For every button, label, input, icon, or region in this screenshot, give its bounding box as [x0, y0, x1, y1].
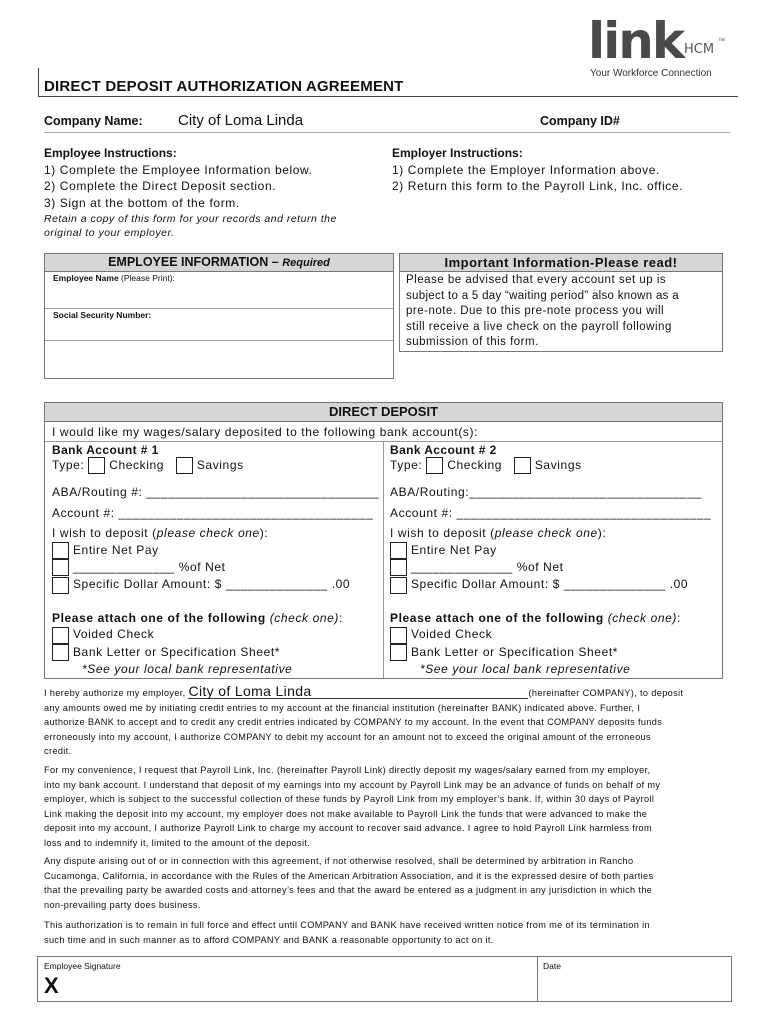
important-line: submission of this form. — [406, 336, 539, 348]
auth-line: into my bank account. I understand that deposit of my earnings into my account by Payroll Link may be an advance of funds on behalf of my — [44, 779, 661, 790]
checking-checkbox[interactable] — [426, 457, 443, 474]
voided-check-label: Voided Check — [72, 627, 155, 642]
auth-line: authorize BANK to accept and to credit any credit entries indicated by COMPANY to my account. In the event that COMPANY deposits funds — [44, 717, 663, 727]
voided-check-checkbox[interactable] — [52, 627, 69, 644]
employee-instructions-heading: Employee Instructions: — [44, 146, 177, 160]
net-pay-checkbox[interactable] — [52, 542, 69, 559]
employee-name-hint: (Please Print): — [121, 273, 175, 283]
bank-account-title: Bank Account # 2 — [390, 443, 497, 457]
logo-hcm: HCM — [684, 42, 715, 57]
checking-checkbox[interactable] — [88, 457, 105, 474]
bank-letter-label: Bank Letter or Specification Sheet* — [72, 644, 281, 659]
net-pay-label: Entire Net Pay — [410, 542, 497, 557]
direct-deposit-header: DIRECT DEPOSIT — [44, 402, 723, 422]
percent-checkbox[interactable] — [390, 559, 407, 576]
employer-instructions-heading: Employer Instructions: — [392, 146, 523, 160]
account-type-row — [52, 457, 382, 474]
date-label: Date — [543, 961, 561, 971]
date-field[interactable] — [543, 973, 723, 999]
employer-instructions — [392, 145, 742, 195]
page-title: DIRECT DEPOSIT AUTHORIZATION AGREEMENT — [44, 78, 404, 95]
dollar-option[interactable] — [52, 576, 382, 593]
bank-account-1 — [52, 443, 382, 677]
ssn-label: Social Security Number: — [53, 310, 152, 320]
title-rule-vertical — [38, 68, 39, 96]
bank-letter-label: Bank Letter or Specification Sheet* — [410, 644, 619, 659]
logo-tm: ™ — [718, 38, 725, 45]
dollar-label: Specific Dollar Amount: $ ______________ .00 — [410, 577, 689, 592]
checking-label: Checking — [109, 458, 165, 472]
signature-x: X — [44, 973, 59, 998]
percent-label: ______________ %of Net — [410, 560, 564, 575]
title-rule — [38, 96, 738, 97]
deposit-choice-label — [390, 525, 720, 542]
net-pay-option[interactable] — [390, 542, 720, 559]
dollar-option[interactable] — [390, 576, 720, 593]
deposit-hint: please check one — [156, 526, 260, 541]
attach-label — [52, 610, 382, 627]
important-info-header: Important Information-Please read! — [399, 253, 723, 272]
logo-tagline: Your Workforce Connection — [590, 68, 712, 79]
deposit-hint: please check one — [494, 526, 598, 541]
employee-step: 2) Complete the Direct Deposit section. — [44, 179, 277, 193]
company-logo — [588, 14, 758, 84]
type-label: Type: — [52, 458, 85, 472]
attach-label-text: Please attach one of the following — [52, 610, 266, 625]
auth-line: Link making the deposit into my account, my employer does not make available to Payroll Link the funds that were advanced to make the — [44, 808, 648, 819]
dollar-checkbox[interactable] — [390, 577, 407, 594]
auth-line: This authorization is to remain in full force and effect until COMPANY and BANK have received written notice from me of its termination in — [44, 920, 650, 930]
attach-end: : — [339, 610, 343, 625]
attach-hint: (check one) — [607, 610, 677, 625]
important-line: still receive a live check on the payroll following — [406, 320, 672, 333]
savings-checkbox[interactable] — [176, 457, 193, 474]
type-label: Type: — [390, 458, 423, 472]
employee-name-label-text: Employee Name — [53, 273, 119, 283]
company-name-value[interactable]: City of Loma Linda — [178, 112, 304, 129]
voided-check-option[interactable] — [390, 626, 720, 643]
see-bank-note: *See your local bank representative — [420, 661, 631, 676]
dollar-label: Specific Dollar Amount: $ ______________ .00 — [72, 577, 351, 592]
employee-step: 3) Sign at the bottom of the form. — [44, 195, 240, 210]
employee-instructions — [44, 145, 384, 240]
employer-name-value: City of Loma Linda — [188, 683, 312, 699]
deposit-label-text: I wish to deposit ( — [52, 526, 157, 541]
auth-line: Any dispute arising out of or in connection with this agreement, if not otherwise resolved, shall be determined by arbitration in Rancho — [44, 856, 634, 866]
voided-check-checkbox[interactable] — [390, 627, 407, 644]
account-type-row — [390, 457, 720, 474]
auth-line: Cucamonga, California, in accordance with the Rules of the American Arbitration Association, and it is the expressed desire of both parties — [44, 870, 654, 881]
employee-info-box — [44, 253, 394, 379]
employer-name-field[interactable] — [188, 684, 528, 699]
auth-line: that the prevailing party be awarded costs and attorney’s fees and that the award be entered as a judgment in any jurisdiction in which the — [44, 885, 653, 895]
account-number-field[interactable]: Account #: ___________________________________ — [390, 505, 712, 520]
auth-line: loss and to indemnify it, limited to the amount of the deposit. — [44, 837, 311, 848]
voided-check-label: Voided Check — [410, 627, 493, 642]
employer-step: 2) Return this form to the Payroll Link, Inc. office. — [392, 179, 684, 193]
voided-check-option[interactable] — [52, 626, 382, 643]
auth-line: deposit into my account, I authorize Payroll Link to charge my account to recover said advance. I agree to hold Payroll Link harmless from — [44, 823, 652, 833]
authorization-paragraph-2 — [44, 763, 734, 850]
arbitration-paragraph — [44, 854, 734, 912]
attach-hint: (check one) — [269, 610, 339, 625]
savings-checkbox[interactable] — [514, 457, 531, 474]
deposit-label-text: I wish to deposit ( — [390, 526, 495, 541]
bank-letter-checkbox[interactable] — [52, 644, 69, 661]
bank-account-2 — [390, 443, 720, 677]
deposit-label-end: ): — [259, 526, 269, 541]
dollar-checkbox[interactable] — [52, 577, 69, 594]
percent-option[interactable] — [52, 559, 382, 576]
aba-routing-field[interactable]: ABA/Routing:________________________________ — [390, 485, 703, 500]
employee-name-label — [53, 273, 175, 283]
termination-paragraph — [44, 918, 734, 947]
employee-name-rule — [45, 308, 393, 309]
retain-note: original to your employer. — [44, 227, 175, 239]
authorize-lead: I hereby authorize my employer, — [44, 688, 186, 698]
company-id-label: Company ID# — [540, 114, 620, 128]
important-line: Please be advised that every account set up is — [406, 274, 667, 286]
deposit-label-end: ): — [597, 526, 607, 541]
bank-letter-option[interactable] — [390, 644, 720, 661]
savings-label: Savings — [534, 458, 582, 472]
auth-line: non-prevailing party does business. — [44, 899, 201, 910]
company-rule — [44, 132, 730, 133]
net-pay-checkbox[interactable] — [390, 542, 407, 559]
retain-note: Retain a copy of this form for your records and return the — [44, 213, 337, 225]
net-pay-option[interactable] — [52, 542, 382, 559]
account-number-field[interactable]: Account #: ___________________________________ — [52, 505, 374, 520]
aba-routing-field[interactable]: ABA/Routing #: ________________________________ — [52, 485, 380, 500]
bank-letter-checkbox[interactable] — [390, 644, 407, 661]
auth-line: credit. — [44, 746, 72, 756]
auth-line: any amounts owed me by initiating credit entries to my account at the financial institution (hereinafter BANK) indicated above. Further, I — [44, 702, 641, 713]
deposit-choice-label — [52, 525, 382, 542]
ssn-rule — [45, 340, 393, 341]
employer-step: 1) Complete the Employer Information above. — [392, 162, 660, 177]
authorize-trail: (hereinafter COMPANY), to deposit — [528, 688, 684, 698]
see-bank-note: *See your local bank representative — [82, 661, 293, 676]
employee-name-field[interactable] — [51, 286, 387, 306]
net-pay-label: Entire Net Pay — [72, 542, 159, 557]
important-line: subject to a 5 day “waiting period” also known as a — [406, 289, 679, 302]
direct-deposit-intro: I would like my wages/salary deposited to the following bank account(s): — [52, 425, 479, 439]
authorization-paragraph-1 — [44, 684, 734, 759]
savings-label: Savings — [196, 458, 244, 472]
bank-letter-option[interactable] — [52, 644, 382, 661]
checking-label: Checking — [447, 458, 503, 472]
bank-account-title: Bank Account # 1 — [52, 443, 159, 457]
percent-option[interactable] — [390, 559, 720, 576]
employee-signature-field[interactable] — [68, 973, 528, 999]
percent-label: ______________ %of Net — [72, 560, 226, 575]
required-label: Required — [282, 257, 330, 269]
authorization-first-line — [44, 684, 734, 701]
employee-signature-label: Employee Signature — [44, 961, 121, 971]
auth-line: For my convenience, I request that Payroll Link, Inc. (hereinafter Payroll Link) directly deposit my wages/salary earned from my employer, — [44, 765, 651, 775]
employee-info-header — [44, 253, 394, 272]
attach-label-text: Please attach one of the following — [390, 610, 604, 625]
company-name-label: Company Name: — [44, 114, 143, 128]
attach-end: : — [677, 610, 681, 625]
signature-box — [37, 956, 732, 1002]
auth-line: erroneously into my account, I authorize COMPANY to debit my account for an amount not to exceed the original amount of the erroneous — [44, 731, 651, 742]
attach-label — [390, 610, 720, 627]
logo-wordmark: link — [588, 12, 684, 70]
auth-line: employer, which is subject to the successful collection of these funds by Payroll Link from my employer’s bank. If, within 30 days of Payroll — [44, 794, 655, 804]
employee-step: 1) Complete the Employee Information below. — [44, 162, 313, 177]
important-line: pre-note. Due to this pre-note process you will — [406, 305, 665, 317]
percent-checkbox[interactable] — [52, 559, 69, 576]
important-info-box — [399, 253, 723, 352]
signature-divider — [537, 957, 538, 1001]
auth-line: such time and in such manner as to afford COMPANY and BANK a reasonable opportunity to act on it. — [44, 934, 494, 945]
employee-info-heading: EMPLOYEE INFORMATION – — [108, 255, 279, 269]
accounts-divider — [383, 442, 384, 678]
